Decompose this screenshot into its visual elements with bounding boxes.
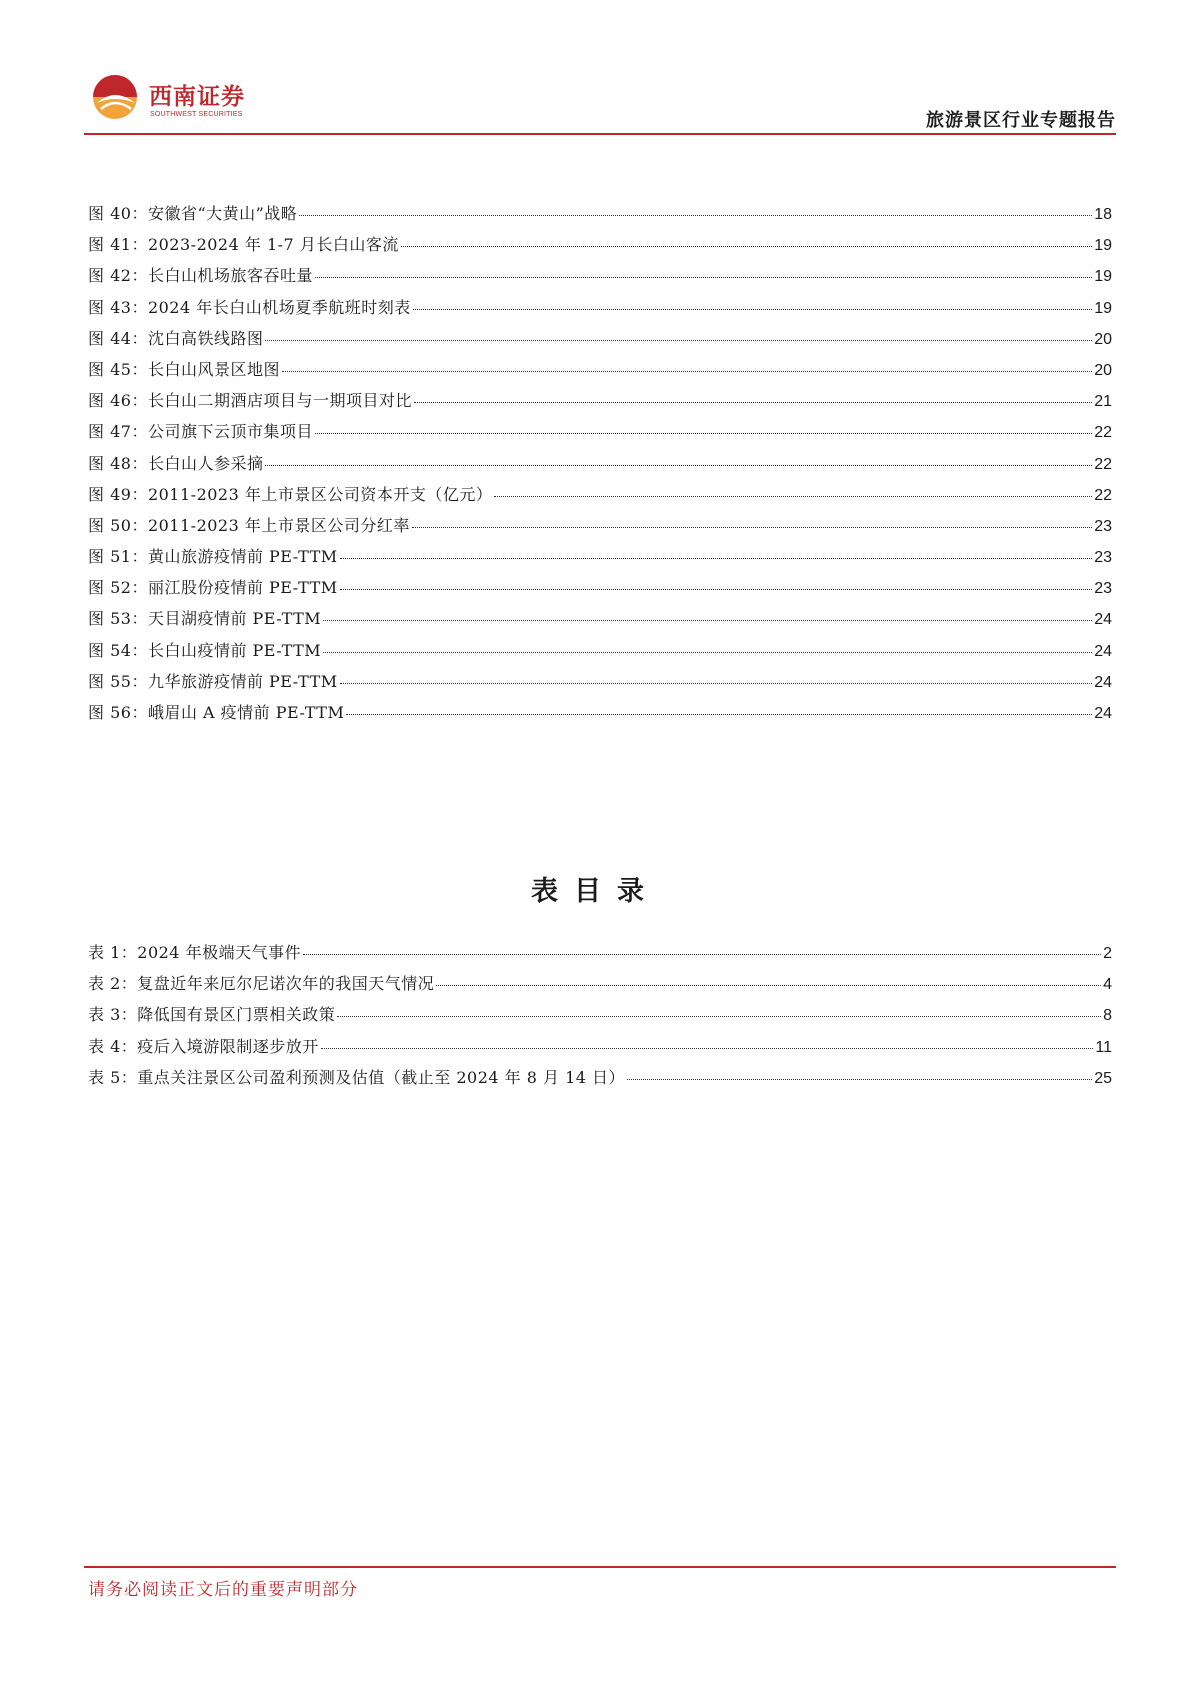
toc-dot-leader	[337, 1016, 1101, 1017]
toc-entry[interactable]	[88, 606, 1112, 637]
toc-entry[interactable]	[88, 451, 1112, 482]
toc-entry-label: 表 3：降低国有景区门票相关政策	[88, 1005, 336, 1025]
toc-entry-label: 图 48：长白山人参采摘	[88, 453, 264, 473]
toc-entry[interactable]	[88, 388, 1112, 419]
toc-dot-leader	[346, 714, 1092, 715]
toc-dot-leader	[265, 465, 1092, 466]
toc-entry[interactable]	[88, 1002, 1112, 1033]
toc-entry[interactable]	[88, 971, 1112, 1002]
toc-entry[interactable]	[88, 326, 1112, 357]
toc-dot-leader	[414, 402, 1092, 403]
toc-entry[interactable]	[88, 940, 1112, 971]
toc-entry-label: 图 45：长白山风景区地图	[88, 359, 280, 379]
toc-dot-leader	[340, 589, 1093, 590]
toc-dot-leader	[494, 496, 1092, 497]
toc-entry-page: 23	[1094, 517, 1112, 535]
toc-dot-leader	[315, 277, 1092, 278]
toc-entry-label: 表 1：2024 年极端天气事件	[88, 943, 302, 962]
toc-entry-page: 24	[1094, 642, 1112, 660]
toc-dot-leader	[340, 558, 1093, 559]
toc-dot-leader	[436, 985, 1101, 986]
toc-dot-leader	[323, 652, 1092, 653]
footer-disclaimer-note: 请务必阅读正文后的重要声明部分	[88, 1580, 358, 1600]
toc-dot-leader	[321, 1048, 1094, 1049]
toc-entry[interactable]	[88, 419, 1112, 450]
toc-dot-leader	[401, 246, 1092, 247]
toc-entry-label: 图 40：安徽省“大黄山”战略	[88, 204, 298, 223]
toc-entry-label: 表 4：疫后入境游限制逐步放开	[88, 1036, 319, 1056]
toc-entry-page: 2	[1103, 945, 1112, 962]
toc-entry-page: 20	[1094, 361, 1112, 379]
toc-entry-page: 11	[1095, 1038, 1112, 1056]
toc-entry-label: 图 56：峨眉山 A 疫情前 PE-TTM	[88, 703, 345, 722]
header-divider	[84, 133, 1116, 135]
toc-entry-label: 图 55：九华旅游疫情前 PE-TTM	[88, 671, 338, 691]
footer-divider	[84, 1566, 1116, 1568]
toc-entry-page: 18	[1094, 206, 1112, 223]
toc-entry[interactable]	[88, 544, 1112, 575]
toc-dot-leader	[412, 527, 1092, 528]
toc-dot-leader	[282, 371, 1092, 372]
toc-entry-label: 图 53：天目湖疫情前 PE-TTM	[88, 609, 322, 629]
toc-entry-label: 图 41：2023-2024 年 1-7 月长白山客流	[88, 235, 399, 255]
tables-toc	[88, 940, 1112, 1096]
toc-entry[interactable]	[88, 1065, 1112, 1096]
toc-dot-leader	[413, 309, 1092, 310]
toc-entry-page: 22	[1094, 486, 1112, 504]
toc-entry-page: 8	[1103, 1007, 1112, 1025]
toc-entry-page: 24	[1094, 673, 1112, 691]
toc-entry-page: 25	[1094, 1069, 1112, 1087]
toc-entry[interactable]	[88, 263, 1112, 294]
toc-entry-page: 4	[1103, 976, 1112, 994]
logo-text-en: SOUTHWEST SECURITIES	[150, 111, 243, 118]
toc-entry-page: 19	[1094, 237, 1112, 255]
toc-dot-leader	[299, 215, 1092, 216]
toc-entry-page: 19	[1094, 268, 1112, 286]
toc-entry-page: 22	[1094, 424, 1112, 442]
toc-entry-label: 图 42：长白山机场旅客吞吐量	[88, 266, 313, 286]
toc-entry-label: 图 47：公司旗下云顶市集项目	[88, 422, 313, 442]
toc-entry[interactable]	[88, 295, 1112, 326]
page-header	[84, 70, 1116, 136]
toc-dot-leader	[315, 433, 1092, 434]
company-logo	[91, 73, 256, 125]
toc-entry[interactable]	[88, 1034, 1112, 1065]
toc-dot-leader	[265, 340, 1092, 341]
toc-entry-page: 23	[1094, 549, 1112, 567]
toc-entry[interactable]	[88, 638, 1112, 669]
toc-dot-leader	[323, 620, 1092, 621]
toc-entry-page: 23	[1094, 580, 1112, 598]
toc-entry-label: 图 46：长白山二期酒店项目与一期项目对比	[88, 391, 412, 411]
toc-entry[interactable]	[88, 482, 1112, 513]
toc-entry-label: 图 44：沈白高铁线路图	[88, 328, 264, 348]
tables-section-title: 表目录	[531, 876, 660, 907]
toc-entry-label: 图 54：长白山疫情前 PE-TTM	[88, 640, 322, 660]
toc-entry-label: 图 49：2011-2023 年上市景区公司资本开支（亿元）	[88, 484, 493, 504]
toc-entry-page: 24	[1094, 611, 1112, 629]
toc-entry-page: 21	[1094, 393, 1112, 411]
toc-entry[interactable]	[88, 575, 1112, 606]
toc-entry-label: 图 52：丽江股份疫情前 PE-TTM	[88, 578, 338, 598]
toc-entry-page: 20	[1094, 330, 1112, 348]
toc-dot-leader	[627, 1079, 1092, 1080]
toc-entry-page: 24	[1094, 705, 1112, 722]
toc-entry-label: 图 43：2024 年长白山机场夏季航班时刻表	[88, 297, 411, 317]
toc-dot-leader	[340, 683, 1093, 684]
toc-entry[interactable]	[88, 513, 1112, 544]
figures-toc	[88, 201, 1112, 731]
report-title: 旅游景区行业专题报告	[926, 110, 1116, 131]
logo-emblem-icon	[91, 73, 139, 121]
toc-entry-page: 19	[1094, 299, 1112, 317]
toc-entry[interactable]	[88, 201, 1112, 232]
toc-entry[interactable]	[88, 232, 1112, 263]
toc-entry-label: 表 2：复盘近年来厄尔尼诺次年的我国天气情况	[88, 974, 435, 994]
toc-entry-label: 图 50：2011-2023 年上市景区公司分红率	[88, 515, 410, 535]
toc-entry[interactable]	[88, 700, 1112, 731]
toc-entry[interactable]	[88, 669, 1112, 700]
toc-dot-leader	[303, 954, 1101, 955]
toc-entry-page: 22	[1094, 455, 1112, 473]
toc-entry-label: 表 5：重点关注景区公司盈利预测及估值（截止至 2024 年 8 月 14 日）	[88, 1067, 626, 1087]
logo-text-cn: 西南证券	[149, 83, 245, 110]
toc-entry-label: 图 51：黄山旅游疫情前 PE-TTM	[88, 547, 338, 567]
toc-entry[interactable]	[88, 357, 1112, 388]
